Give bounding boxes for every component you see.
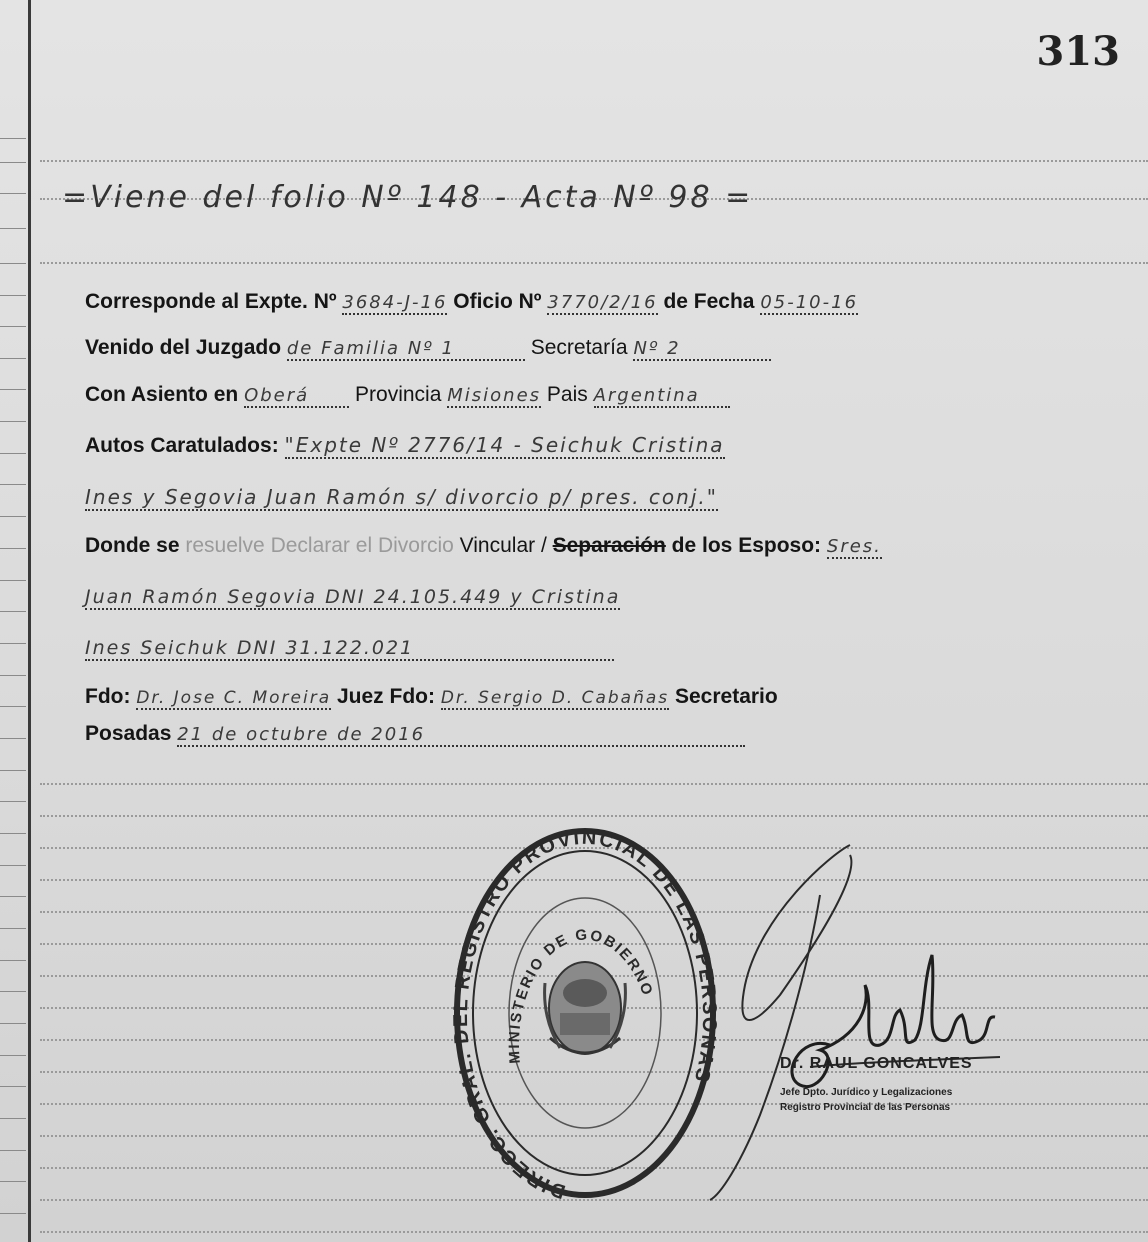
handwritten-signature <box>700 835 1040 1205</box>
value-secretario: Dr. Sergio D. Cabañas <box>440 688 670 708</box>
value-juez: Dr. Jose C. Moreira <box>136 688 332 708</box>
coat-of-arms-icon <box>545 962 626 1054</box>
value-oficio: 3770/2/16 <box>547 292 658 313</box>
value-autos-1: "Expte Nº 2776/14 - Seichuk Cristina <box>284 433 725 457</box>
line-asiento <box>85 383 730 407</box>
label-donde-2: Vincular / <box>453 534 553 557</box>
seal-outer-text: DIRECC. GRAL. DEL REGISTRO PROVINCIAL DE LAS PERSONAS <box>450 826 720 1203</box>
value-fecha: 05-10-16 <box>760 292 859 313</box>
official-seal <box>450 823 720 1203</box>
signer-title-1: Jefe Dpto. Jurídico y Legalizaciones <box>780 1087 953 1098</box>
line-fdo <box>85 685 778 709</box>
value-posadas: 21 de octubre de 2016 <box>177 724 745 747</box>
label-fecha: de Fecha <box>663 290 755 313</box>
value-pais: Argentina <box>594 385 730 408</box>
label-venido: Venido del Juzgado <box>85 336 282 359</box>
line-autos-cont <box>85 485 718 510</box>
value-autos-2: Ines y Segovia Juan Ramón s/ divorcio p/ pres. conj." <box>85 485 718 509</box>
line-venido <box>85 336 771 360</box>
label-autos: Autos Caratulados: <box>85 434 279 457</box>
signer-name: Dr. RAUL GONCALVES <box>780 1055 973 1072</box>
line-autos <box>85 433 725 458</box>
line-esposos-2 <box>85 636 614 660</box>
label-separacion-struck: Separación <box>552 534 666 557</box>
line-esposos-1 <box>85 585 620 609</box>
value-esposos: Sres. <box>826 536 882 557</box>
label-juez: Juez Fdo: <box>336 685 435 708</box>
signer-block <box>780 1055 1120 1113</box>
seal-inner-text: MINISTERIO DE GOBIERNO <box>505 926 657 1065</box>
label-fdo: Fdo: <box>85 685 131 708</box>
label-corresponde: Corresponde al Expte. Nº <box>85 290 337 313</box>
line-donde <box>85 534 882 558</box>
value-expte: 3684-J-16 <box>342 292 448 313</box>
label-provincia: Provincia <box>355 383 442 406</box>
handwritten-header: =Viene del folio Nº 148 - Acta Nº 98 = <box>62 180 754 215</box>
margin-line <box>28 0 31 1242</box>
value-esposos-line-1: Juan Ramón Segovia DNI 24.105.449 y Cristina <box>85 586 621 608</box>
label-pais: Pais <box>546 383 588 406</box>
value-esposos-line-2: Ines Seichuk DNI 31.122.021 <box>85 637 614 661</box>
line-posadas <box>85 722 745 746</box>
label-asiento: Con Asiento en <box>85 383 239 406</box>
label-secretaria: Secretaría <box>530 336 628 359</box>
label-donde-faded: resuelve Declarar el Divorcio <box>185 534 454 557</box>
value-asiento: Oberá <box>244 385 349 408</box>
label-oficio: Oficio Nº <box>453 290 542 313</box>
label-posadas: Posadas <box>85 722 172 745</box>
value-secretaria: Nº 2 <box>633 338 770 361</box>
signer-title-2: Registro Provincial de las Personas <box>780 1102 951 1113</box>
label-donde-1: Donde se <box>85 534 186 557</box>
value-juzgado: de Familia Nº 1 <box>287 338 525 361</box>
label-esposos: de los Esposo: <box>665 534 822 557</box>
value-provincia: Misiones <box>447 385 542 406</box>
label-secretario: Secretario <box>674 685 778 708</box>
page-number: 313 <box>1036 28 1120 75</box>
line-corresponde <box>85 290 858 314</box>
